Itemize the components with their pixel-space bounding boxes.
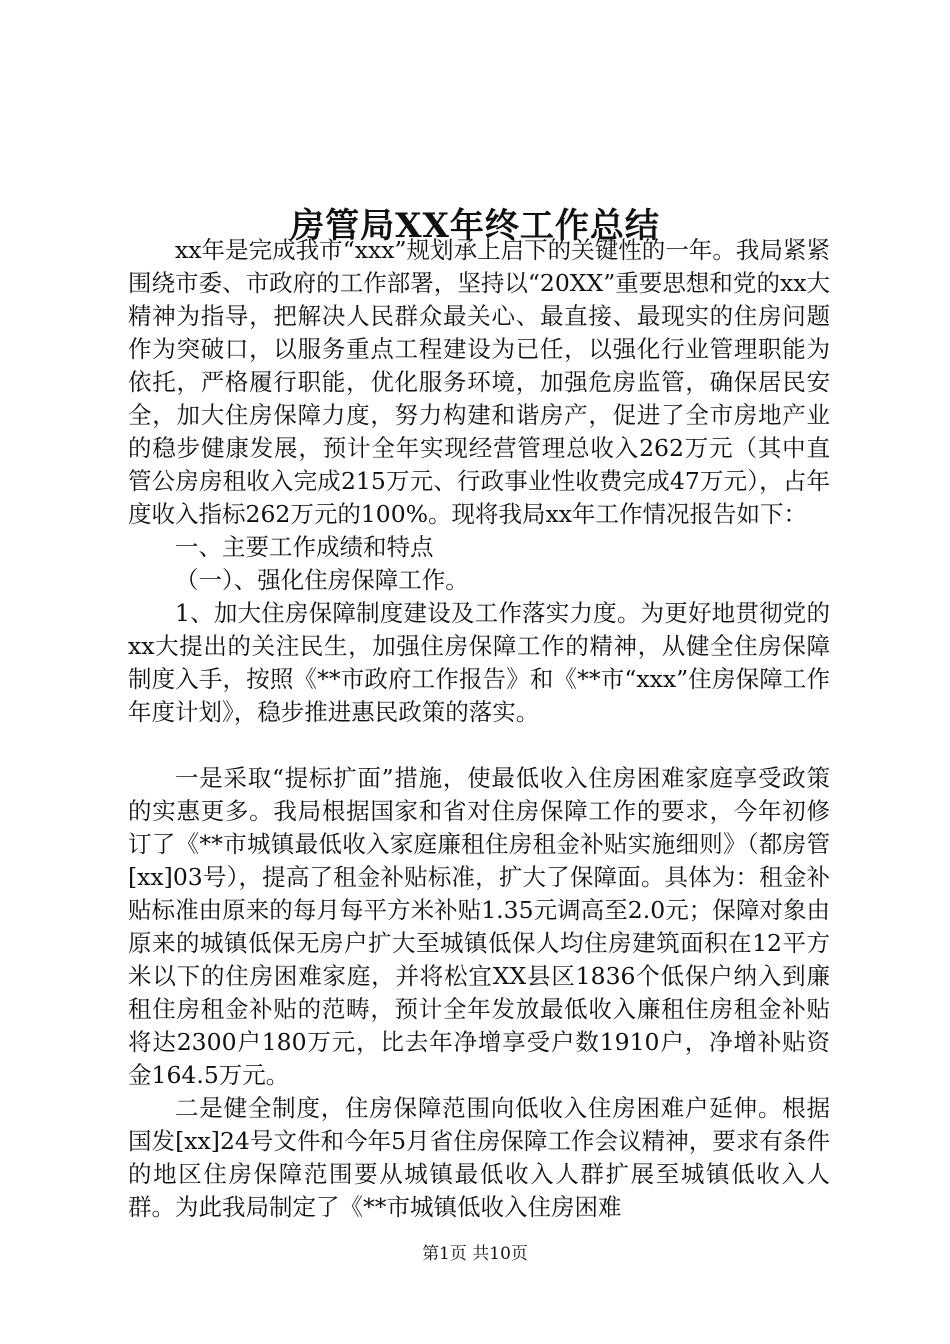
paragraph-item-1: 1、加大住房保障制度建设及工作落实力度。为更好地贯彻党的xx大提出的关注民生，加强住房保障工作的精神，从健全住房保障制度入手，按照《**市政府工作报告》和《**市“xxx”住房保障工作年度计划》，稳步推进惠民政策的落实。	[128, 599, 830, 726]
paragraph-point-2: 二是健全制度，住房保障范围向低收入住房困难户延伸。根据国发[xx]24号文件和今年5月省住房保障工作会议精神，要求有条件的地区住房保障范围要从城镇最低收入人群扩展至城镇低收入人群。为此我局制定了《**市城镇低收入住房困难	[128, 1094, 830, 1221]
paragraph-point-1: 一是采取“提标扩面”措施，使最低收入住房困难家庭享受政策的实惠更多。我局根据国家和省对住房保障工作的要求，今年初修订了《**市城镇最低收入家庭廉租住房租金补贴实施细则》（都房管[xx]03号），提高了租金补贴标准，扩大了保障面。具体为：租金补贴标准由原来的每月每平方米补贴1.35元调高至2.0元；保障对象由原来的城镇低保无房户扩大至城镇低保人均住房建筑面积在12平方米以下的住房困难家庭，并将松宜XX县区1836个低保户纳入到廉租住房租金补贴的范畴，预计全年发放最低收入廉租住房租金补贴将达2300户180万元，比去年净增享受户数1910户，净增补贴资金164.5万元。	[128, 764, 830, 1089]
document-title: 房管局XX年终工作总结	[290, 205, 660, 246]
document-body	[128, 234, 830, 1224]
section-heading-1: 一、主要工作成绩和特点	[175, 533, 434, 561]
subsection-heading-1: （一）、强化住房保障工作。	[175, 566, 469, 594]
paragraph-intro: xx年是完成我市“xxx”规划承上启下的关键性的一年。我局紧紧围绕市委、市政府的工作部署，坚持以“20XX”重要思想和党的xx大精神为指导，把解决人民群众最关心、最直接、最现实的住房问题作为突破口，以服务重点工程建设为已任，以强化行业管理职能为依托，严格履行职能，优化服务环境，加强危房监管，确保居民安全，加大住房保障力度，努力构建和谐房产，促进了全市房地产业的稳步健康发展，预计全年实现经营管理总收入262万元（其中直管公房房租收入完成215万元、行政事业性收费完成47万元），占年度收入指标262万元的100%。现将我局xx年工作情况报告如下：	[128, 236, 830, 528]
paragraph-spacer	[128, 729, 830, 762]
page-number: 第1页 共10页	[422, 1244, 528, 1264]
